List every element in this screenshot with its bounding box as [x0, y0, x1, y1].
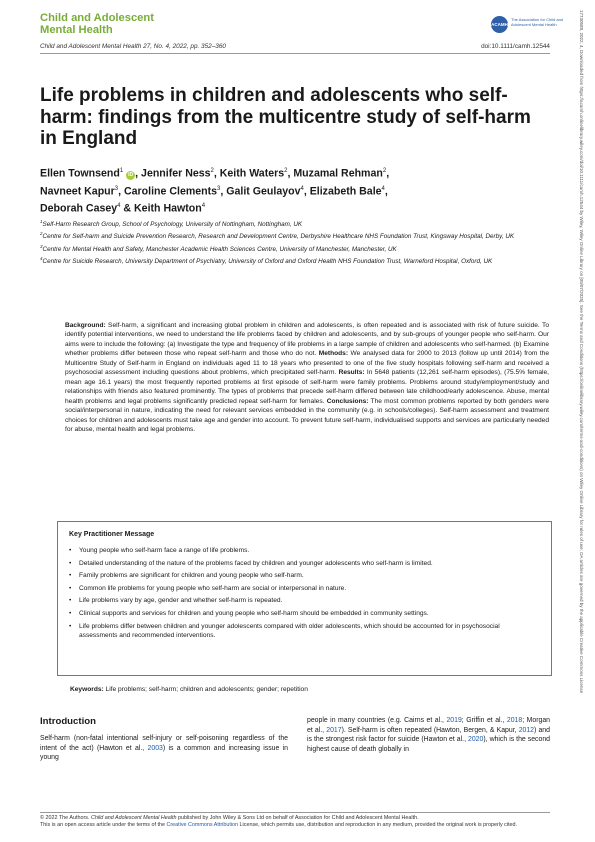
bullet-icon: • [69, 609, 72, 617]
header-divider [40, 53, 550, 54]
key-message-text: Family problems are significant for children and young people who self-harm. [79, 572, 304, 580]
copyright-footer [40, 815, 550, 829]
intro-text: ) and is the strongest risk factor for suicide (Hawton et al., [307, 726, 550, 744]
author-affil-sup: 4 [201, 203, 206, 210]
abstract-results-label: Results: [338, 369, 365, 377]
bullet-icon: • [69, 547, 72, 554]
affiliation-text: Self-Harm Research Group, School of Psychology, University of Nottingham, Nottingham, UK [42, 221, 303, 229]
copyright-journal: Child and Adolescent Mental Health [90, 815, 177, 821]
bullet-icon: • [69, 572, 72, 580]
copyright-line [40, 815, 550, 822]
author-affil-sup: 4 [117, 203, 121, 210]
author: Keith Waters [219, 167, 285, 180]
author-affil-sup: 3 [217, 185, 221, 192]
abstract-results: In 5648 patients (12,261 self-harm episodes), (75.5% female, mean age 16.1 years) the most frequently reported problems at first episode of self-harm were family problems. Problems around study/employment/study and relationships with friends also featured prominently. The types of problems that precede self-harm differed between late childhood/early adolescence. Abuse, mental health problems and legal problems significantly predicted repeat self-harm for females. [65, 369, 549, 405]
bullet-icon: • [69, 597, 72, 605]
download-sidebar [576, 10, 586, 835]
intro-paragraph-right [307, 716, 550, 754]
author: Jennifer Ness [141, 167, 211, 180]
license-text: License, which permits use, distribution and reproduction in any medium, provided the original work is properly cited. [238, 822, 518, 829]
author-separator: , [220, 185, 227, 198]
affiliation-item [40, 217, 550, 229]
orcid-icon[interactable]: iD [128, 171, 134, 178]
author: Caroline Clements [124, 185, 218, 198]
author-affil-sup: 2 [210, 168, 214, 174]
citation-link[interactable]: 2017 [326, 726, 342, 734]
abstract-background: Self-harm, a significant and increasing global problem in children and adolescents, is often repeated and is associated with risk of future suicide. To identify potential interventions, we need to understand the life problems faced by children and adolescents, and by sub-groups of younger people who self-harm. Our aims were to include the following: (a) Investigate the type and frequency of life problems in a large sample of children and adolescents who self-harmed. (b) Examine whether problems differ between those who repeat self-harm and those who do not. [65, 322, 549, 358]
journal-citation: Child and Adolescent Mental Health 27, No. 4, 2022, pp. 352–360 [40, 43, 226, 50]
citation-link[interactable]: 2020 [468, 736, 484, 744]
key-message-text: Common life problems for young people who self-harm are social or interpersonal in nature. [79, 584, 347, 592]
key-message-text: Clinical supports and services for children and young people who self-harm should be embedded in community settings. [79, 609, 429, 617]
journal-name-line1: Child and Adolescent [40, 12, 154, 24]
abstract-conclusions-label: Conclusions: [326, 397, 369, 405]
key-message-list [69, 546, 539, 644]
article-title: Life problems in children and adolescents who self-harm: findings from the multicentre study of self-harm in England [40, 85, 531, 149]
bullet-icon: • [69, 622, 72, 630]
journal-logo [40, 12, 220, 36]
author: Navneet Kapur [40, 185, 115, 198]
author: Elizabeth Bale [309, 185, 382, 198]
affiliation-sup: 3 [40, 243, 43, 249]
citation-link[interactable]: 2018 [506, 717, 523, 724]
affiliations [40, 217, 550, 266]
affiliation-sup: 4 [40, 255, 43, 261]
key-message-item [69, 609, 539, 618]
keywords-label: Keywords: [70, 686, 104, 693]
author-separator: , [287, 167, 294, 180]
author: Keith Hawton [134, 202, 202, 215]
abstract-background-label: Background: [65, 322, 106, 329]
doi-link[interactable]: doi:10.1111/camh.12544 [481, 43, 550, 50]
author-separator: , [303, 185, 310, 198]
author-separator: , [213, 167, 220, 180]
affiliation-text: Centre for Suicide Research, University Department of Psychiatry, University of Oxford and Oxford Health NHS Foundation Trust, Warneford Hospital, Oxford, UK [42, 257, 493, 265]
key-message-item [69, 546, 539, 555]
citation-link[interactable]: 2012 [518, 726, 535, 734]
intro-text: ), which is the second highest cause of death globally in [307, 736, 550, 753]
author-separator: , [135, 167, 142, 180]
journal-name-line2: Mental Health [40, 24, 113, 36]
bullet-icon: • [69, 584, 72, 592]
intro-text: ; Griffin et al., [461, 717, 507, 724]
sidebar-text: 17730588, 2022, 4, Downloaded from https://acamh.onlinelibrary.wiley.com/doi/10.1111/camh.12544 by Wiley, Wiley Online Library on [09/07/2025]. See the Terms and Conditions (https://onlinelibrary.wiley.com/terms-and-conditions) on Wiley Online Library for rules of use; OA articles are governed by the applicable Creative Commons License [579, 10, 584, 694]
license-line [40, 822, 550, 829]
abstract-methods-label: Methods: [318, 350, 349, 358]
body-column-right [307, 716, 550, 754]
keywords [70, 686, 308, 693]
affiliation-sup: 1 [40, 219, 43, 224]
key-message-text: Life problems vary by age, gender and whether self-harm is repeated. [79, 597, 283, 605]
abstract-conclusions: The most common problems reported by both genders were social/interpersonal in nature, indicating the need for relevant services embedded in the community (e.g. in schools/colleges). Self-harm assessment and treatment choices for children and adolescents must take age and gender into account. To prevent future self-harm, individualised supports and services are particularly needed for abuse, mental health and legal problems. [65, 397, 549, 433]
affiliation-item [40, 254, 550, 266]
author: Ellen Townsend [40, 167, 120, 180]
affiliation-text: Centre for Mental Health and Safety, Manchester Academic Health Sciences Centre, University of Manchester, Manchester, UK [42, 245, 397, 253]
body-column-left [40, 716, 288, 763]
author-separator: , [118, 185, 125, 198]
key-message-item [69, 622, 539, 641]
key-message-text: Life problems differ between children and younger adolescents compared with older adolescents, which should be accounted for in psychosocial assessments and recommended interventions. [79, 622, 500, 639]
section-heading-introduction: Introduction [40, 716, 96, 727]
author: Galit Geulayov [226, 185, 301, 198]
citation-link[interactable]: 2003 [147, 744, 163, 752]
key-practitioner-message-box [57, 521, 552, 676]
bullet-icon: • [69, 559, 72, 567]
copyright-text: published by John Wiley & Sons Ltd on behalf of Association for Child and Adolescent Mental Health. [176, 815, 419, 821]
affiliation-item [40, 242, 550, 254]
copyright-text: © 2022 The Authors. [40, 815, 91, 821]
author-affil-sup: 4 [300, 185, 304, 192]
intro-text: people in many countries (e.g. Cairns et al., [307, 717, 447, 724]
acamh-logo-text: The Association for Child and Adolescent Mental Health [511, 17, 564, 27]
key-message-item [69, 584, 539, 593]
abstract [65, 321, 549, 434]
acamh-logo [491, 14, 566, 36]
affiliation-sup: 2 [40, 231, 43, 237]
affiliation-item [40, 229, 550, 241]
key-message-text: Detailed understanding of the nature of the problems faced by children and younger adolescents who self-harm is limited. [79, 559, 433, 567]
author-affil-sup: 1 [119, 168, 124, 174]
intro-paragraph-left [40, 734, 288, 763]
author-affil-sup: 2 [284, 168, 288, 174]
key-message-item [69, 571, 539, 580]
license-text: This is an open access article under the terms of the [40, 822, 167, 829]
intro-text: ). Self-harm is often repeated (Hawton, Bergen, & Kapur, [341, 726, 519, 734]
author-affil-sup: 2 [382, 168, 387, 174]
author: Muzamal Rehman [293, 167, 383, 180]
acamh-logo-icon: ACAMH [491, 16, 508, 33]
footer-divider [40, 812, 550, 813]
affiliation-text: Centre for Self-harm and Suicide Prevention Research, Research and Development Centre, Derbyshire Healthcare NHS Foundation Trust, Kingsway Hospital, Derby, UK [42, 233, 515, 241]
license-link[interactable]: Creative Commons Attribution [166, 822, 239, 829]
intro-text: ; Morgan et al., [307, 717, 550, 734]
citation-link[interactable]: 2019 [446, 717, 462, 724]
keywords-text: Life problems; self-harm; children and adolescents; gender; repetition [103, 686, 308, 693]
intro-text: ) is a common and increasing issue in young [40, 744, 289, 762]
key-message-item [69, 596, 539, 605]
citation-line [40, 43, 550, 50]
author-separator: , [386, 167, 390, 180]
key-message-item [69, 559, 539, 568]
author-affil-sup: 3 [114, 185, 119, 192]
author-list [40, 164, 550, 217]
intro-text: Self-harm (non-fatal intentional self-injury or self-poisoning regardless of the intent of the act) (Hawton et al., [40, 735, 288, 752]
abstract-methods: We analysed data for 2000 to 2013 (follow up until 2014) from the Multicentre Study of Self-harm in England on individuals aged 11 to 18 years who presented to one of the five study hospitals following self-harm and received a psychosocial assessment including questions about problems, which precipitated self-harm. [65, 350, 549, 377]
author: Deborah Casey [40, 202, 118, 215]
author-separator: & [120, 202, 135, 215]
author-affil-sup: 4 [381, 185, 385, 192]
key-message-text: Young people who self-harm face a range of life problems. [79, 547, 250, 554]
author-separator: , [384, 185, 388, 198]
key-message-title: Key Practitioner Message [69, 531, 155, 538]
